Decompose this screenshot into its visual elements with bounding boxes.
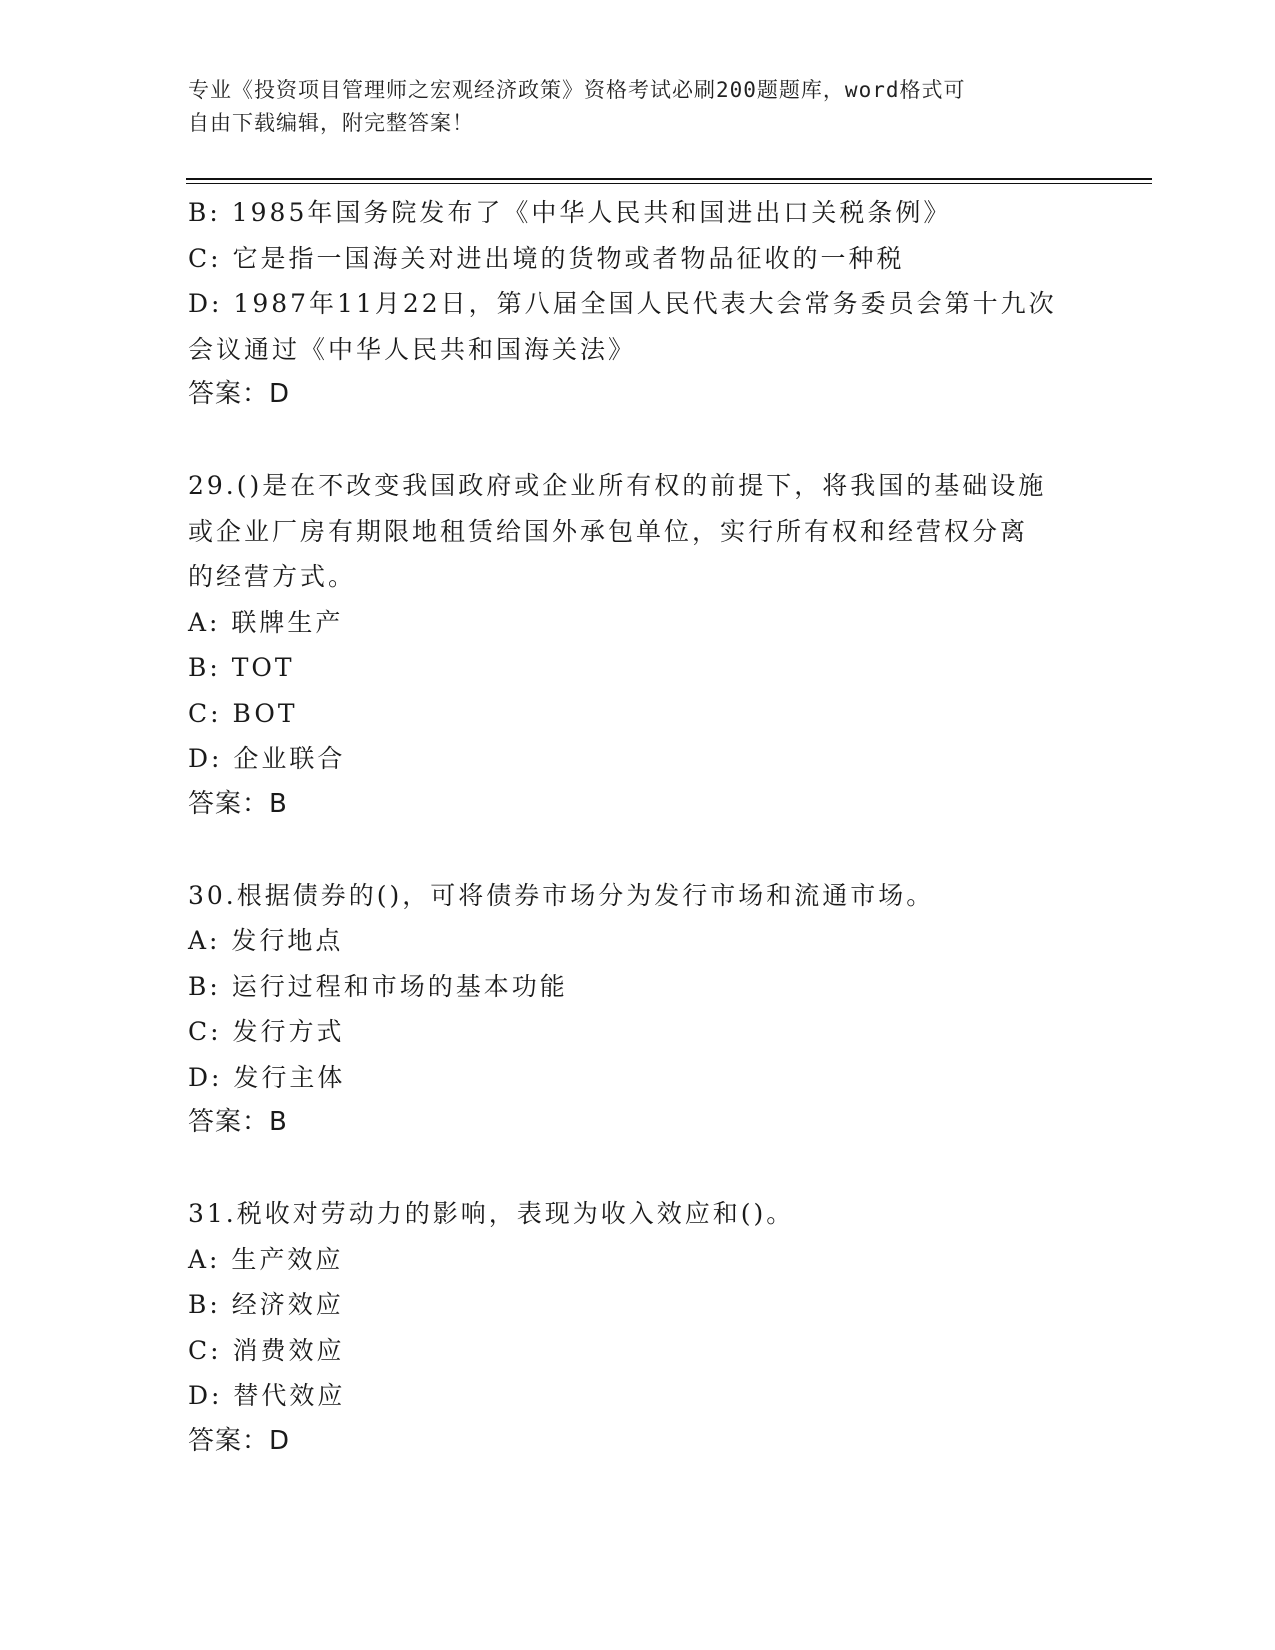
answer-line: 答案：D bbox=[188, 379, 291, 409]
question-text bbox=[188, 1191, 1088, 1237]
answer-line: 答案：D bbox=[188, 1425, 291, 1456]
header-divider-thin bbox=[186, 183, 1152, 184]
prev-question-block bbox=[188, 190, 1088, 418]
question-gap bbox=[188, 1146, 1088, 1192]
question-gap bbox=[188, 827, 1088, 873]
option-b: B: 运行过程和市场的基本功能 bbox=[188, 971, 568, 1001]
header-divider-thick bbox=[186, 178, 1152, 180]
option-d-continued: 会议通过《中华人民共和国海关法》 bbox=[188, 334, 637, 364]
question-text-line: 或企业厂房有期限地租赁给国外承包单位，实行所有权和经营权分离 bbox=[188, 516, 1029, 546]
question-text bbox=[188, 463, 1088, 600]
question-text-line: 30.根据债券的()，可将债券市场分为发行市场和流通市场。 bbox=[188, 880, 935, 910]
question-30 bbox=[188, 873, 1088, 1146]
question-text-line: 的经营方式。 bbox=[188, 562, 357, 591]
header-line-2: 自由下载编辑，附完整答案！ bbox=[188, 111, 474, 135]
question-text bbox=[188, 873, 1088, 919]
option-b: B: TOT bbox=[188, 653, 295, 682]
question-29 bbox=[188, 463, 1088, 827]
question-gap bbox=[188, 418, 1088, 464]
option-a: A: 发行地点 bbox=[188, 926, 344, 955]
answer-line: 答案：B bbox=[188, 1107, 288, 1137]
option-b: B: 1985年国务院发布了《中华人民共和国进出口关税条例》 bbox=[188, 198, 952, 227]
question-text-line: 29.()是在不改变我国政府或企业所有权的前提下，将我国的基础设施 bbox=[188, 471, 1047, 500]
option-c: C: BOT bbox=[188, 698, 298, 728]
option-a: A: 生产效应 bbox=[188, 1244, 344, 1274]
option-c: C: 发行方式 bbox=[188, 1017, 345, 1046]
option-d: D: 发行主体 bbox=[188, 1062, 346, 1092]
option-c: C: 消费效应 bbox=[188, 1335, 345, 1365]
option-b: B: 经济效应 bbox=[188, 1290, 344, 1319]
option-d: D: 1987年11月22日，第八届全国人民代表大会常务委员会第十九次 bbox=[188, 289, 1057, 318]
option-d: D: 替代效应 bbox=[188, 1381, 346, 1410]
header-line-1: 专业《投资项目管理师之宏观经济政策》资格考试必刷200题题库，word格式可 bbox=[188, 78, 966, 102]
document-body bbox=[188, 190, 1088, 1464]
question-31 bbox=[188, 1191, 1088, 1464]
question-text-line: 31.税收对劳动力的影响，表现为收入效应和()。 bbox=[188, 1199, 795, 1228]
option-d: D: 企业联合 bbox=[188, 744, 346, 773]
option-a: A: 联牌生产 bbox=[188, 607, 344, 637]
option-c: C: 它是指一国海关对进出境的货物或者物品征收的一种税 bbox=[188, 243, 905, 273]
answer-line: 答案：B bbox=[188, 788, 288, 819]
document-header bbox=[188, 74, 1068, 140]
